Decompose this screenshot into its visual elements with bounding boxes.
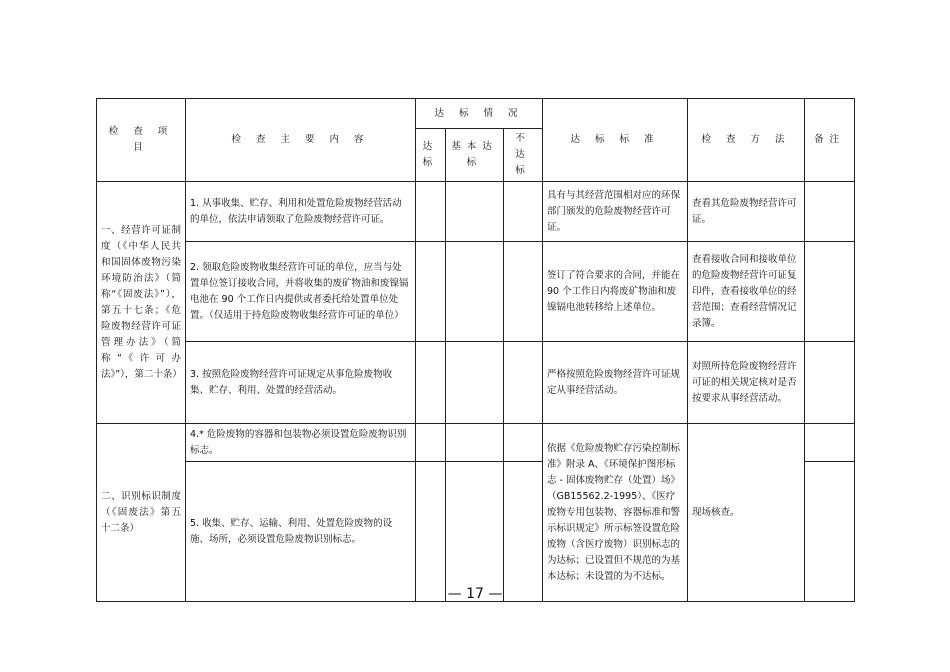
inspection-table — [96, 98, 855, 602]
standard-cell: 具有与其经营范围相对应的环保部门颁发的危险废物经营许可证。 — [543, 182, 688, 242]
note-cell — [805, 342, 855, 424]
header-content: 检 查 主 要 内 容 — [186, 99, 416, 182]
table-row — [97, 182, 855, 242]
header-status: 达 标 情 况 — [416, 99, 543, 129]
table-row — [97, 242, 855, 342]
method-cell: 对照所持危险废物经营许可证的相关规定核对是否按要求从事经营活动。 — [688, 342, 805, 424]
status-fail-cell — [504, 182, 543, 242]
status-fail-cell — [504, 424, 543, 462]
status-fail-cell — [504, 462, 543, 602]
content-cell: 1. 从事收集、贮存、利用和处置危险废物经营活动的单位，依法申请领取了危险废物经营许可证。 — [186, 182, 416, 242]
status-basic-cell — [446, 182, 504, 242]
status-pass-cell — [416, 342, 446, 424]
header-item: 检 查 项 目 — [97, 99, 186, 182]
header-status-fail: 不达标 — [504, 129, 543, 182]
status-fail-cell — [504, 242, 543, 342]
status-fail-cell — [504, 342, 543, 424]
note-cell — [805, 462, 855, 602]
category-license: 一、经营许可证制度（《中华人民共和国固体废物污染环境防治法》（简称“《固废法》”），第五十七条；《危险废物经营许可证管理办法》（简称“《许可办法》”），第二十条） — [97, 182, 186, 424]
standard-cell: 签订了符合要求的合同，并能在 90 个工作日内将废矿物油和废镍镉电池转移给上述单位。 — [543, 242, 688, 342]
status-pass-cell — [416, 182, 446, 242]
note-cell — [805, 182, 855, 242]
standard-cell-shared: 依据《危险废物贮存污染控制标准》附录 A、《环境保护图形标志 - 固体废物贮存（处置）场》（GB15562.2-1995）、《医疗废物专用包装物、容器标准和警示标识规定》所示标签设置危险废物（含医疗废物）识别标志的为达标；已设置但不规范的为基本达标；未设置的为不达标。 — [543, 424, 688, 602]
note-cell — [805, 424, 855, 462]
status-pass-cell — [416, 242, 446, 342]
header-note: 备注 — [805, 99, 855, 182]
table-row — [97, 342, 855, 424]
method-cell-shared: 现场核查。 — [688, 424, 805, 602]
status-pass-cell — [416, 462, 446, 602]
header-status-basic: 基本达标 — [446, 129, 504, 182]
status-basic-cell — [446, 242, 504, 342]
standard-cell: 严格按照危险废物经营许可证规定从事经营活动。 — [543, 342, 688, 424]
status-basic-cell — [446, 462, 504, 602]
header-row — [97, 99, 855, 129]
header-status-pass: 达标 — [416, 129, 446, 182]
status-basic-cell — [446, 342, 504, 424]
content-cell: 5. 收集、贮存、运输、利用、处置危险废物的设施、场所，必须设置危险废物识别标志。 — [186, 462, 416, 602]
content-cell: 2. 领取危险废物收集经营许可证的单位，应当与处置单位签订接收合同，并将收集的废矿物油和废镍镉电池在 90 个工作日内提供或者委托给处置单位处置。（仅适用于持危险废物收集经营许可证的单位） — [186, 242, 416, 342]
category-labeling: 二、识别标识制度（《固废法》第五十二条） — [97, 424, 186, 602]
status-basic-cell — [446, 424, 504, 462]
header-standard: 达 标 标 准 — [543, 99, 688, 182]
note-cell — [805, 242, 855, 342]
method-cell: 查看接收合同和接收单位的危险废物经营许可证复印件，查看接收单位的经营范围；查看经营情况记录簿。 — [688, 242, 805, 342]
table-row — [97, 424, 855, 462]
page-number: — 17 — — [447, 586, 503, 602]
content-cell: 4.* 危险废物的容器和包装物必须设置危险废物识别标志。 — [186, 424, 416, 462]
header-method: 检 查 方 法 — [688, 99, 805, 182]
method-cell: 查看其危险废物经营许可证。 — [688, 182, 805, 242]
content-cell: 3. 按照危险废物经营许可证规定从事危险废物收集、贮存、利用、处置的经营活动。 — [186, 342, 416, 424]
status-pass-cell — [416, 424, 446, 462]
